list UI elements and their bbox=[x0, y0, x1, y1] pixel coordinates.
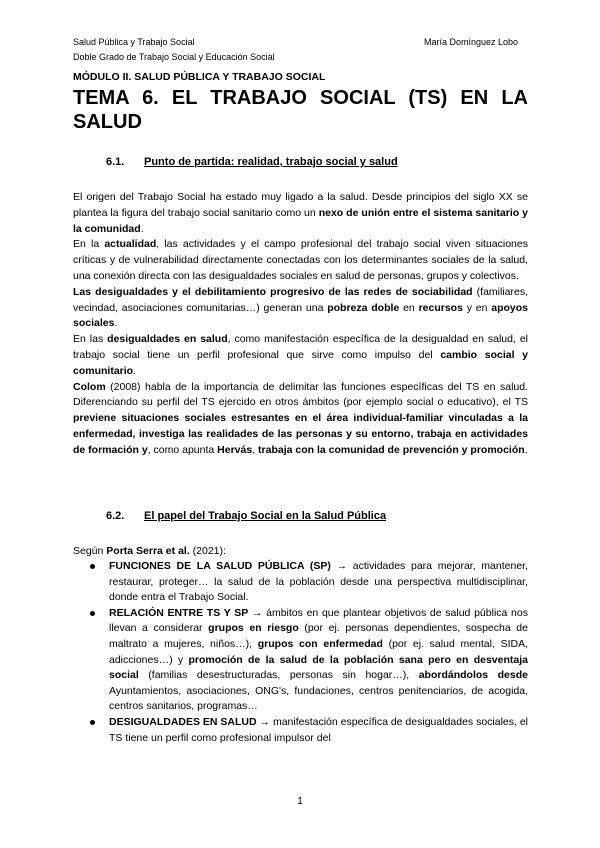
text-run: (2021): bbox=[189, 545, 226, 557]
header-degree: Doble Grado de Trabajo Social y Educación Social bbox=[73, 52, 275, 62]
list-item bbox=[73, 559, 528, 606]
text-run: (2008) habla de la importancia de delimitar las funciones específicas del TS en salud. Diferenciando su perfil del TS ejercido en otros ámbitos (por ejemplo social o educativo), el TS bbox=[73, 380, 528, 409]
section-2-intro bbox=[73, 545, 226, 557]
page-title: TEMA 6. EL TRABAJO SOCIAL (TS) EN LA SALUD bbox=[73, 87, 528, 133]
paragraph-3 bbox=[73, 285, 528, 332]
list-item bbox=[73, 715, 528, 746]
section-2-number: 6.2. bbox=[106, 510, 125, 522]
bold-run: Porta Serra et al. bbox=[106, 545, 190, 557]
section-1-number: 6.1. bbox=[106, 156, 125, 168]
text-run: en bbox=[399, 301, 419, 314]
header-subject: Salud Pública y Trabajo Social bbox=[73, 37, 195, 47]
bold-run: recursos bbox=[418, 301, 463, 314]
text-run: , bbox=[252, 443, 259, 456]
bold-run: abordándolos desde bbox=[418, 669, 528, 682]
text-run: Ayuntamientos, asociaciones, ONG's, fundaciones, centros penitenciarios, de acogida, centros sanitarios, programas… bbox=[109, 684, 528, 713]
text-run: y en bbox=[462, 301, 492, 314]
page-number: 1 bbox=[297, 796, 303, 807]
bold-run: RELACIÓN ENTRE TS Y SP bbox=[109, 606, 249, 619]
paragraph-1 bbox=[73, 190, 528, 237]
bold-run: promoción de la salud de la población sana pero en desventaja social bbox=[109, 653, 528, 682]
bullet-icon bbox=[90, 564, 95, 569]
module-heading: MÓDULO II. SALUD PÚBLICA Y TRABAJO SOCIAL bbox=[73, 71, 326, 83]
text-run: , como manifestación específica de la desigualdad en salud, el trabajo social tiene un perfil profesional que sirve como impulso del bbox=[73, 333, 529, 361]
bold-run: desigualdades en salud bbox=[107, 333, 228, 346]
paragraph-5 bbox=[73, 380, 528, 459]
text-run: (familiares, vecindad, asociaciones comunitarias…) generan una bbox=[73, 285, 528, 314]
paragraph-2 bbox=[73, 237, 528, 284]
text-run: → manifestación específica de desigualdades sociales, el TS tiene un perfil como profesional impulsor del bbox=[109, 715, 529, 744]
bold-run: Las desigualdades y el debilitamiento progresivo de las redes de sociabilidad bbox=[73, 285, 473, 298]
text-run: (por ej. salud mental, SIDA, adicciones…) y bbox=[109, 637, 528, 666]
text-run: . bbox=[114, 317, 118, 330]
section-1-title: Punto de partida: realidad, trabajo social y salud bbox=[144, 156, 398, 168]
section-2-title: El papel del Trabajo Social en la Salud Pública bbox=[144, 510, 387, 522]
text-run: , las actividades y el campo profesional del trabajo social viven situaciones críticas y de vulnerabilidad directamente conectadas con los determinantes sociales de la salud, una conexión directa con las desigualdades sociales en salud de personas, grupos y colectivos. bbox=[73, 238, 528, 282]
text-run: . bbox=[133, 364, 137, 377]
bold-run: grupos con enfermedad bbox=[257, 637, 383, 650]
bullet-list bbox=[73, 559, 528, 746]
bullet-icon bbox=[90, 611, 95, 616]
bold-run: nexo de unión entre el sistema sanitario y la comunidad bbox=[73, 206, 528, 235]
section-1-body bbox=[73, 190, 528, 459]
text-run: El origen del Trabajo Social ha estado muy ligado a la salud. Desde principios del siglo XX se plantea la figura del trabajo social sanitario como un bbox=[73, 191, 528, 219]
bold-run: cambio social y comunitario bbox=[73, 348, 529, 377]
text-run: En las bbox=[73, 333, 108, 346]
paragraph-4 bbox=[73, 332, 528, 379]
text-run: , como apunta bbox=[147, 443, 218, 456]
header-author: María Domínguez Lobo bbox=[424, 37, 519, 47]
text-run: (por ej. personas dependientes, sospecha de maltrato a mujeres, niños…), bbox=[109, 622, 528, 650]
bold-run: Hervás bbox=[217, 443, 253, 456]
text-run: En la bbox=[73, 238, 105, 251]
text-run: . bbox=[524, 443, 528, 456]
bold-run: FUNCIONES DE LA SALUD PÚBLICA (SP) bbox=[109, 560, 331, 572]
bullet-icon bbox=[90, 720, 95, 725]
bold-run: apoyos sociales bbox=[73, 301, 529, 330]
bold-run: grupos en riesgo bbox=[208, 622, 299, 635]
bold-run: previene situaciones sociales estresantes en el área individual-familiar vinculadas a la enfermedad, investiga las realidades de las personas y su entorno, trabaja en actividades de formación y bbox=[73, 412, 528, 456]
bold-run: DESIGUALDADES EN SALUD bbox=[109, 715, 257, 728]
text-run: (familias desestructuradas, personas sin hogar…), bbox=[138, 669, 419, 682]
list-item bbox=[73, 606, 528, 715]
bold-run: Colom bbox=[73, 380, 106, 393]
bold-run: pobreza doble bbox=[327, 301, 400, 314]
text-run: . bbox=[140, 222, 144, 235]
text-run: → ámbitos en que plantear objetivos de salud pública nos llevan a considerar bbox=[109, 606, 528, 635]
text-run: Según bbox=[73, 545, 107, 557]
bold-run: actualidad bbox=[104, 238, 157, 251]
bold-run: trabaja con la comunidad de prevención y promoción bbox=[258, 443, 525, 456]
text-run: → actividades para mejorar, mantener, restaurar, proteger… la salud de la población desde una perspectiva multidisciplinar, donde entra el Trabajo Social. bbox=[109, 560, 529, 604]
